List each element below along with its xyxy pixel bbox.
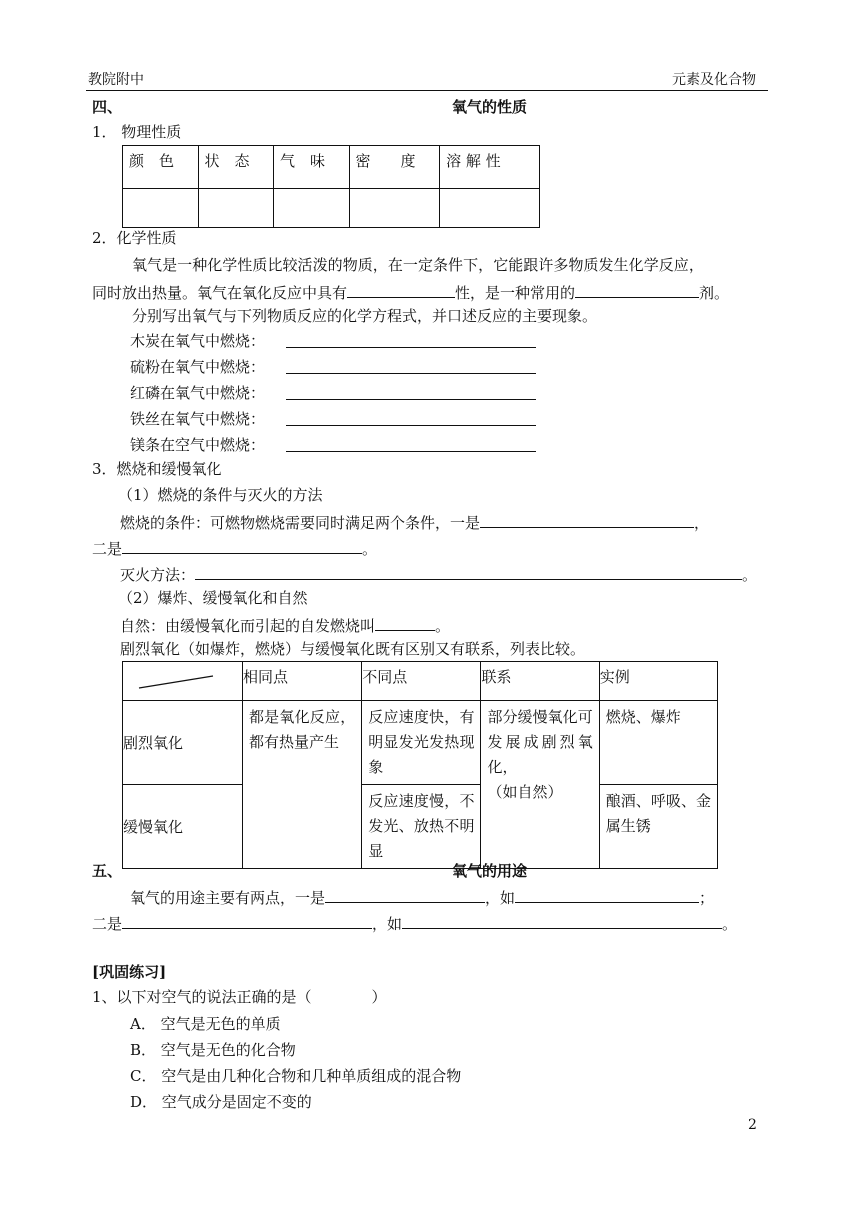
- uses-l1-mid: ，如: [485, 889, 516, 907]
- col-color: 颜 色: [123, 146, 199, 189]
- cond-end: ，: [694, 514, 710, 532]
- col-odor: 气 味: [274, 146, 350, 189]
- row-label-vigorous: 剧烈氧化: [123, 701, 243, 785]
- combustion-cond: [120, 512, 709, 532]
- ziran-line: [120, 615, 450, 635]
- reaction-iron: 铁丝在氧气中燃烧：: [130, 410, 266, 428]
- header-example: 实例: [599, 662, 717, 701]
- link-example: （如自然）: [487, 783, 563, 801]
- header-link: 联系: [481, 662, 599, 701]
- ex1-text: 燃烧、爆炸: [605, 708, 681, 726]
- diagonal-header-cell: [123, 662, 243, 701]
- cell-diff-slow: [362, 785, 481, 869]
- ziran-pre: 自然：由缓慢氧化而引起的自发燃烧叫: [120, 617, 376, 635]
- header-same: 相同点: [242, 662, 361, 701]
- blank-use-2[interactable]: [122, 913, 372, 929]
- blank-agent[interactable]: [575, 282, 699, 298]
- blank-oxidizing[interactable]: [347, 282, 455, 298]
- cell-color[interactable]: [123, 189, 199, 228]
- header-left: 教院附中: [88, 72, 144, 88]
- uses-l2-end: 。: [722, 915, 738, 933]
- section5-number: 五、: [92, 862, 123, 880]
- page-number: 2: [748, 1117, 757, 1133]
- header-right: 元素及化合物: [672, 72, 756, 88]
- cell-link: [481, 701, 599, 869]
- chemical-heading: 2．化学性质: [92, 229, 177, 247]
- uses-l2-pre: 二是: [92, 915, 123, 933]
- ziran-end: 。: [435, 617, 451, 635]
- blank-condition-1[interactable]: [480, 512, 694, 528]
- option-b[interactable]: B． 空气是无色的化合物: [130, 1041, 296, 1059]
- answer-line-magnesium[interactable]: [286, 451, 536, 452]
- diff1-text: 反应速度快，有明显发光发热现象: [368, 708, 475, 776]
- cell-odor[interactable]: [274, 189, 350, 228]
- combustion-cond2: [92, 538, 377, 558]
- section4-title: 氧气的性质: [452, 98, 528, 116]
- ex2-text: 酿酒、呼吸、金属生锈: [605, 792, 711, 835]
- blank-ziran[interactable]: [375, 615, 435, 631]
- row-label-slow: 缓慢氧化: [123, 785, 243, 869]
- diagonal-slash: [123, 662, 243, 701]
- para1b-mid: 性，是一种常用的: [455, 284, 576, 302]
- reaction-phosphorus: 红磷在氧气中燃烧：: [130, 384, 266, 402]
- same-text: 都是氧化反应，都有热量产生: [248, 708, 356, 751]
- practice-heading: [巩固练习]: [92, 963, 167, 981]
- cell-solubility[interactable]: [440, 189, 540, 228]
- blank-use-1-example[interactable]: [515, 887, 699, 903]
- option-c[interactable]: C． 空气是由几种化合物和几种单质组成的混合物: [130, 1067, 462, 1085]
- header-rule: [86, 90, 768, 91]
- combustion-sub1: （1）燃烧的条件与灭火的方法: [118, 486, 323, 504]
- ext-end: 。: [742, 566, 758, 584]
- diff2-text: 反应速度慢，不发光、放热不明显: [368, 792, 475, 860]
- blank-extinguish[interactable]: [195, 564, 742, 580]
- uses-line2: [92, 913, 737, 933]
- reaction-charcoal: 木炭在氧气中燃烧：: [130, 332, 266, 350]
- cell-example-slow: [599, 785, 717, 869]
- blank-use-1[interactable]: [325, 887, 485, 903]
- cell-density[interactable]: [349, 189, 440, 228]
- reaction-sulfur: 硫粉在氧气中燃烧：: [130, 358, 266, 376]
- cond2-pre: 二是: [92, 540, 123, 558]
- cell-diff-vigorous: [362, 701, 481, 785]
- answer-line-phosphorus[interactable]: [286, 399, 536, 400]
- cell-state[interactable]: [198, 189, 274, 228]
- cell-same: [242, 701, 361, 869]
- reaction-magnesium: 镁条在空气中燃烧：: [130, 436, 266, 454]
- compare-intro: 剧烈氧化（如爆炸，燃烧）与缓慢氧化既有区别又有联系，列表比较。: [120, 640, 586, 658]
- uses-l2-mid: ，如: [372, 915, 403, 933]
- uses-line1: [130, 887, 714, 907]
- chemical-para2: 分别写出氧气与下列物质反应的化学方程式，并口述反应的主要现象。: [132, 307, 598, 325]
- chemical-para1a: 氧气是一种化学性质比较活泼的物质，在一定条件下，它能跟许多物质发生化学反应，: [132, 256, 704, 274]
- physical-heading: 1． 物理性质: [92, 123, 182, 141]
- question-1: 1、以下对空气的说法正确的是（ ）: [92, 988, 387, 1006]
- physical-properties-table: [122, 145, 540, 228]
- option-a[interactable]: A． 空气是无色的单质: [130, 1015, 281, 1033]
- uses-l1-pre: 氧气的用途主要有两点，一是: [130, 889, 326, 907]
- blank-use-2-example[interactable]: [402, 913, 722, 929]
- col-state: 状 态: [198, 146, 274, 189]
- oxidation-comparison-table: [122, 661, 718, 869]
- cond-pre: 燃烧的条件：可燃物燃烧需要同时满足两个条件，一是: [120, 514, 481, 532]
- combustion-heading: 3．燃烧和缓慢氧化: [92, 460, 222, 478]
- col-solubility: 溶 解 性: [440, 146, 540, 189]
- chemical-para1b: [92, 282, 729, 302]
- para1b-end: 剂。: [699, 284, 730, 302]
- uses-l1-end: ；: [699, 889, 715, 907]
- cond2-end: 。: [362, 540, 378, 558]
- option-d[interactable]: D． 空气成分是固定不变的: [130, 1093, 312, 1111]
- answer-line-iron[interactable]: [286, 425, 536, 426]
- cell-example-vigorous: [599, 701, 717, 785]
- ext-pre: 灭火方法：: [120, 566, 196, 584]
- link-text: 部分缓慢氧化可发展成剧烈氧化，: [487, 708, 593, 776]
- col-density: 密 度: [349, 146, 440, 189]
- combustion-sub2: （2）爆炸、缓慢氧化和自然: [118, 589, 308, 607]
- combustion-extinguish: [120, 564, 757, 584]
- header-diff: 不同点: [362, 662, 481, 701]
- section4-number: 四、: [92, 98, 123, 116]
- para1b-pre: 同时放出热量。氧气在氧化反应中具有: [92, 284, 348, 302]
- section5-title: 氧气的用途: [452, 862, 528, 880]
- answer-line-charcoal[interactable]: [286, 347, 536, 348]
- blank-condition-2[interactable]: [122, 538, 362, 554]
- answer-line-sulfur[interactable]: [286, 373, 536, 374]
